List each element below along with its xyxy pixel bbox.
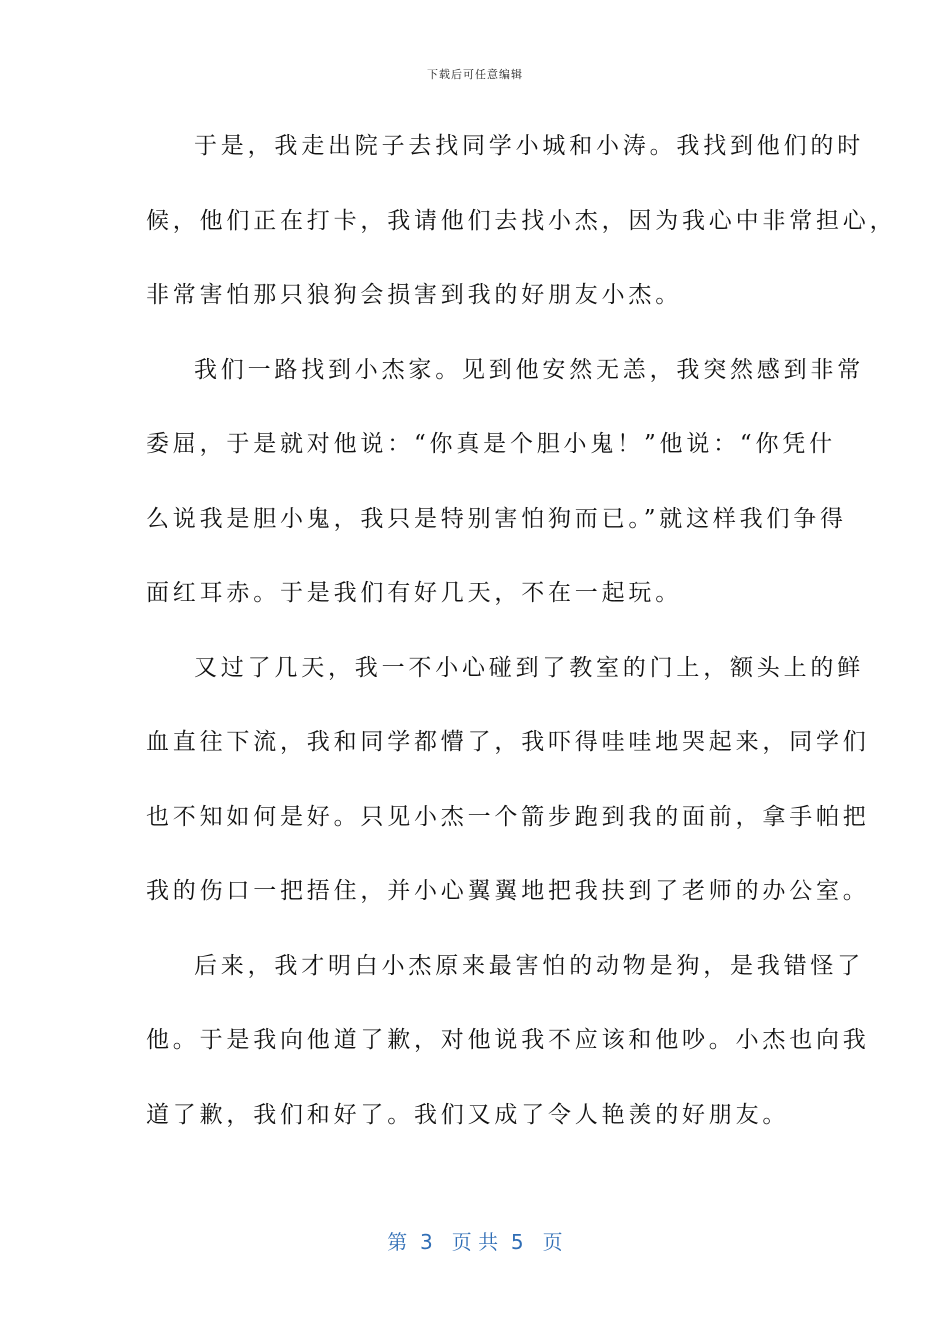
paragraph-line: 血直往下流，我和同学都懵了，我吓得哇哇地哭起来，同学们 (146, 729, 870, 755)
paragraph-line: 他。于是我向他道了歉，对他说我不应该和他吵。小杰也向我 (146, 1027, 870, 1053)
paragraph-line: 我的伤口一把捂住，并小心翼翼地把我扶到了老师的办公室。 (146, 878, 870, 904)
paragraph-line: 我们一路找到小杰家。见到他安然无恙，我突然感到非常 (194, 356, 864, 383)
paragraph-line: 么说我是胆小鬼，我只是特别害怕狗而已。”就这样我们争得 (146, 505, 847, 532)
paragraph-line: 非常害怕那只狼狗会损害到我的好朋友小杰。 (146, 282, 682, 308)
document-body (146, 120, 897, 1163)
paragraph-line: 后来，我才明白小杰原来最害怕的动物是狗，是我错怪了 (194, 952, 864, 979)
paragraph-line: 道了歉，我们和好了。我们又成了令人艳羡的好朋友。 (146, 1101, 790, 1128)
paragraph-line: 候，他们正在打卡，我请他们去找小杰，因为我心中非常担心， (146, 207, 897, 234)
paragraph-line: 委屈，于是就对他说：“你真是个胆小鬼！”他说：“你凭什 (146, 431, 836, 457)
page-number-footer: 第 3 页 共 5 页 (387, 1230, 563, 1254)
page-header-note: 下载后可任意编辑 (427, 68, 523, 81)
paragraph-line: 又过了几天，我一不小心碰到了教室的门上，额头上的鲜 (194, 654, 864, 681)
paragraph-line: 也不知如何是好。只见小杰一个箭步跑到我的面前，拿手帕把 (146, 803, 870, 830)
paragraph-line: 于是，我走出院子去找同学小城和小涛。我找到他们的时 (194, 133, 864, 159)
paragraph-line: 面红耳赤。于是我们有好几天，不在一起玩。 (146, 580, 682, 606)
